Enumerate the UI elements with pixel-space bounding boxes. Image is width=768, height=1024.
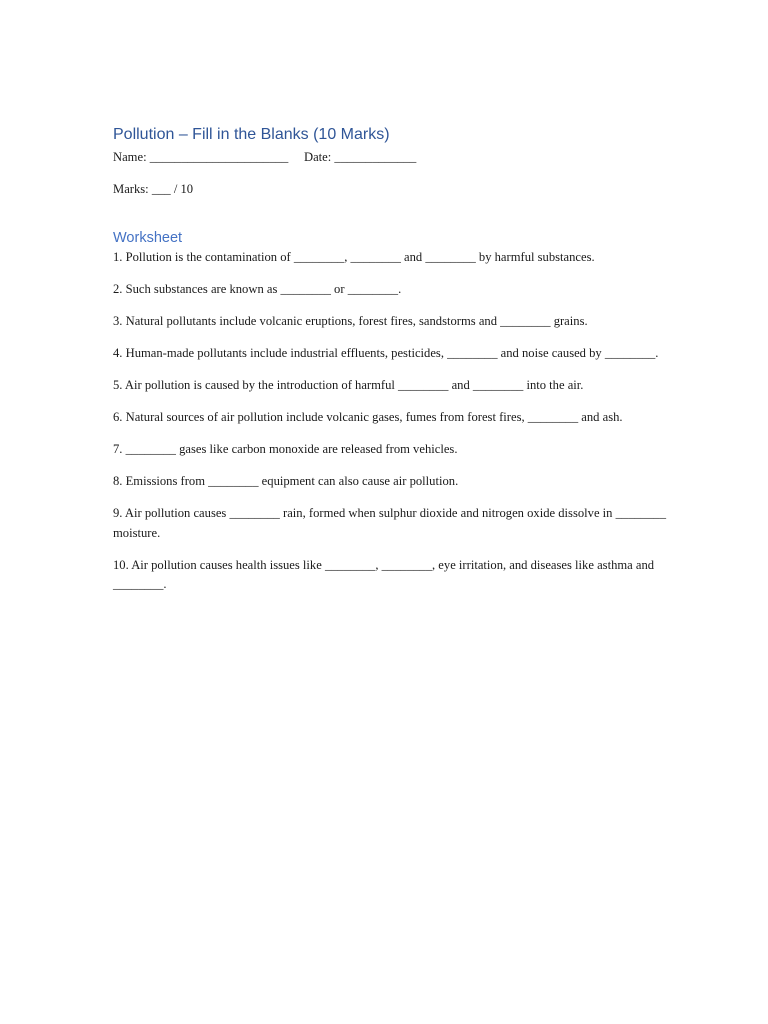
worksheet-heading: Worksheet: [113, 230, 183, 246]
question-7: 7. ________ gases like carbon monoxide are released from vehicles.: [113, 442, 458, 456]
page-title: Pollution – Fill in the Blanks (10 Marks): [113, 126, 390, 143]
marks-line: Marks: ___ / 10: [113, 181, 194, 196]
question-8: 8. Emissions from ________ equipment can also cause air pollution.: [113, 474, 459, 488]
question-list: [113, 248, 673, 595]
question-3: 3. Natural pollutants include volcanic eruptions, forest fires, sandstorms and ________ grains.: [113, 314, 588, 328]
question-6: 6. Natural sources of air pollution include volcanic gases, fumes from forest fires, ________ and ash.: [113, 410, 623, 424]
question-9: 9. Air pollution causes ________ rain, formed when sulphur dioxide and nitrogen oxide dissolve in ________ moisture.: [113, 506, 666, 540]
question-2: 2. Such substances are known as ________ or ________.: [113, 282, 402, 296]
question-1: 1. Pollution is the contamination of ________, ________ and ________ by harmful substances.: [113, 250, 595, 264]
document-body: [113, 124, 673, 607]
name-date-line: Name: ______________________ Date: _____________: [113, 150, 417, 164]
question-5: 5. Air pollution is caused by the introduction of harmful ________ and ________ into the air.: [113, 378, 584, 392]
question-4: 4. Human-made pollutants include industrial effluents, pesticides, ________ and noise caused by ________.: [113, 346, 659, 360]
question-10: 10. Air pollution causes health issues like ________, ________, eye irritation, and diseases like asthma and ________.: [113, 557, 655, 591]
